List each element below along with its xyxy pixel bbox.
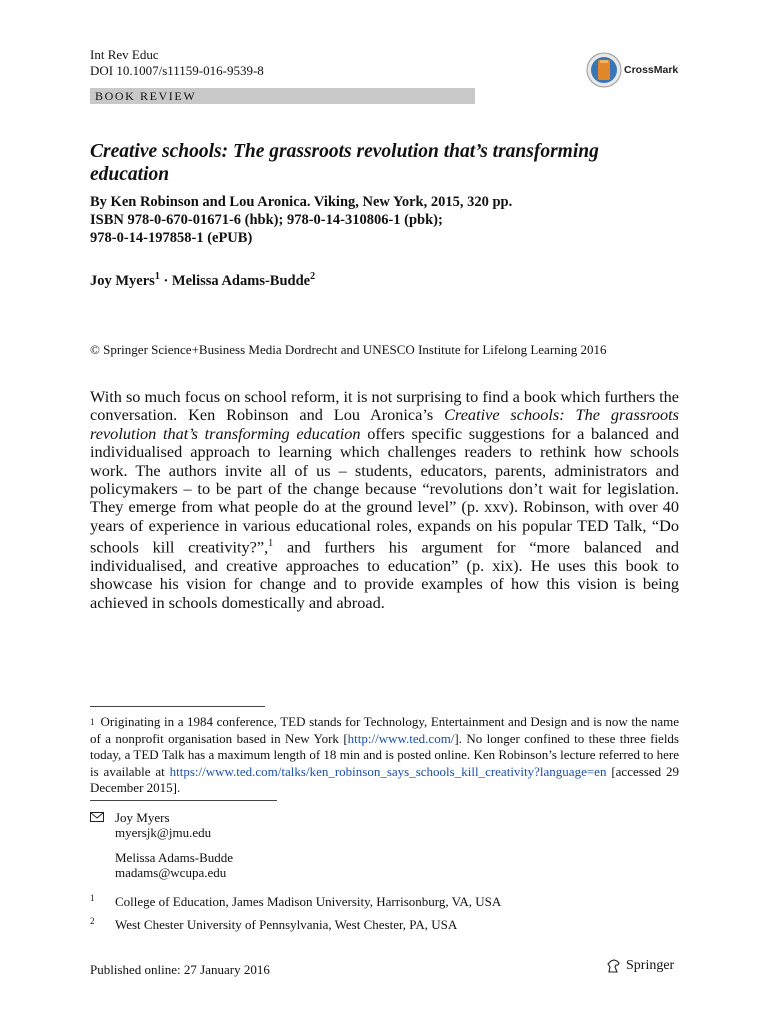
affiliation-text: West Chester University of Pennsylvania, West Chester, PA, USA xyxy=(115,917,458,932)
citation-line-3: 978-0-14-197858-1 (ePUB) xyxy=(90,230,253,246)
footnote-number: 1 xyxy=(90,717,95,727)
springer-horse-icon xyxy=(606,958,622,974)
footnote-divider xyxy=(90,706,265,707)
contact-name: Melissa Adams-Budde xyxy=(115,850,234,865)
contact-email[interactable]: madams@wcupa.edu xyxy=(115,865,227,880)
author-list xyxy=(90,271,315,290)
affiliation-number: 2 xyxy=(90,916,95,926)
citation-line-2: ISBN 978-0-670-01671-6 (hbk); 978-0-14-310806-1 (pbk); xyxy=(90,212,443,228)
journal-header xyxy=(90,47,264,79)
journal-name: Int Rev Educ xyxy=(90,47,159,62)
citation-line-1: By Ken Robinson and Lou Aronica. Viking, New York, 2015, 320 pp. xyxy=(90,194,513,210)
publisher-name: Springer xyxy=(626,958,675,973)
ted-link[interactable]: http://www.ted.com/ xyxy=(347,730,455,746)
published-date: Published online: 27 January 2016 xyxy=(90,962,270,977)
envelope-icon xyxy=(90,812,104,822)
author-name: Joy Myers xyxy=(90,272,155,289)
doi-line: DOI 10.1007/s11159-016-9539-8 xyxy=(90,63,264,78)
contact-entry xyxy=(115,850,233,880)
crossmark-badge[interactable] xyxy=(586,52,678,88)
author-affiliation-marker: 2 xyxy=(310,271,316,282)
article-title: Creative schools: The grassroots revolution that’s transforming education xyxy=(90,141,599,185)
affiliation-text: College of Education, James Madison University, Harrisonburg, VA, USA xyxy=(115,894,502,909)
book-title-italic: Creative schools: The grassroots revolution that’s transforming education xyxy=(90,405,679,443)
affiliation-number: 1 xyxy=(90,893,95,903)
author-separator: · xyxy=(159,272,172,289)
contact-name: Joy Myers xyxy=(115,810,170,825)
book-citation xyxy=(90,193,670,247)
affiliation-divider xyxy=(90,800,277,801)
footnote: $^1$ Originating in a 1984 conference, TED stands for Technology, Entertainment and Design and is now the name of a nonprofit organisation based in New York [http://www.ted.com/]. No longer confined to these three fields today, a TED Talk has a maximum length of 18 min and is posted online. Ken Robinson’s lecture referred to here is available at https://www.ted.com/talks/ken_robinson_says_schools_kill_creativity?language=en [accessed 29 December 2015]. xyxy=(90,714,679,796)
crossmark-label: CrossMark xyxy=(624,64,679,76)
contact-email[interactable]: myersjk@jmu.edu xyxy=(115,825,212,840)
copyright-notice: © Springer Science+Business Media Dordrecht and UNESCO Institute for Lifelong Learning 2016 xyxy=(90,342,607,357)
publisher-logo xyxy=(606,958,674,974)
author-name: Melissa Adams-Budde xyxy=(171,272,311,289)
section-label: BOOK REVIEW xyxy=(90,88,475,104)
footnote-ref[interactable]: 1 xyxy=(268,538,274,550)
contact-entry xyxy=(115,810,211,840)
crossmark-icon xyxy=(586,52,622,88)
lecture-link[interactable]: https://www.ted.com/talks/ken_robinson_says_schools_kill_creativity?language=en xyxy=(169,763,607,779)
body-paragraph: With so much focus on school reform, it is not surprising to find a book which furthers the conversation. Ken Robinson and Lou Aronica’s Creative schools: The grassroots revolution that’s transforming education offers specific suggestions for a balanced and individualised approach to learning which challenges readers to rethink how schools work. The authors invite all of us – students, educators, parents, administrators and policymakers – to be part of the change because “revolutions don’t wait for legislation. They emerge from what people do at the ground level” (p. xxv). Robinson, with over 40 years of experience in various educational roles, expands on his popular TED Talk, “Do schools kill creativity?”,$^1$ and furthers his argument for “more balanced and individualised, and creative approaches to education” (p. xix). He uses this book to showcase his vision for change and to provide examples of how this vision is being achieved in schools domestically and abroad. xyxy=(90,387,679,612)
author-affiliation-marker: 1 xyxy=(154,271,160,282)
